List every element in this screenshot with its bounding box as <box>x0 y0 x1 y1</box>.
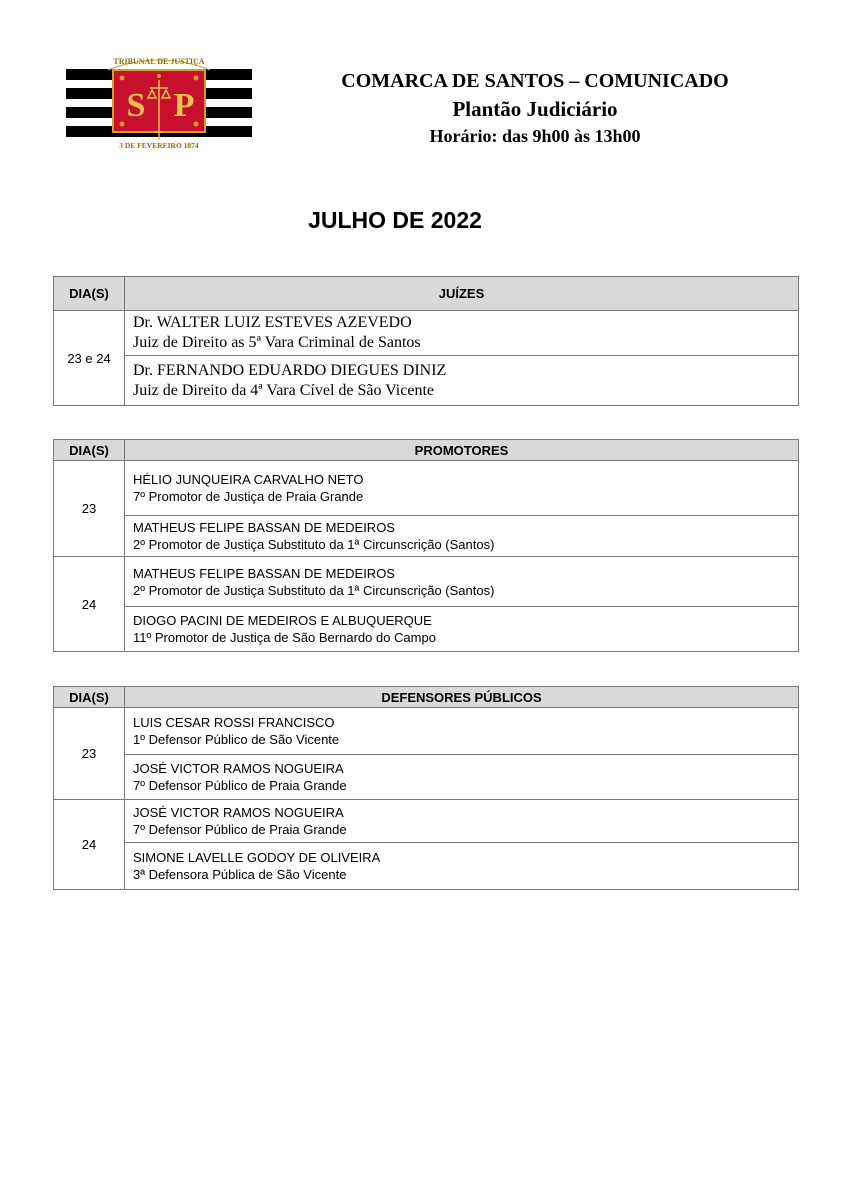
day-cell: 23 <box>54 708 125 800</box>
table-row <box>54 557 799 607</box>
person-name: MATHEUS FELIPE BASSAN DE MEDEIROS <box>133 565 395 581</box>
person-role: 11º Promotor de Justiça de São Bernardo do Campo <box>133 630 436 645</box>
public-defenders-table <box>53 686 799 890</box>
day-cell: 23 <box>54 461 125 557</box>
person-role: Juiz de Direito as 5ª Vara Criminal de Santos <box>133 334 421 351</box>
header <box>300 68 770 149</box>
logo-initial-s: S <box>126 87 146 124</box>
header-subtitle: Plantão Judiciário <box>452 97 618 121</box>
person-cell <box>125 311 799 356</box>
person-name: DIOGO PACINI DE MEDEIROS E ALBUQUERQUE <box>133 613 432 628</box>
person-role: 3ª Defensora Pública de São Vicente <box>133 867 347 882</box>
person-cell <box>125 755 799 800</box>
person-role: 2º Promotor de Justiça Substituto da 1ª Circunscrição (Santos) <box>133 582 495 598</box>
logo-bottom-text: 3 DE FEVEREIRO 1874 <box>119 141 199 150</box>
table-row <box>54 607 799 652</box>
logo-initial-p: P <box>173 87 195 124</box>
table-row <box>54 843 799 890</box>
table-header-row <box>54 687 799 708</box>
court-coat-of-arms-logo <box>66 52 252 152</box>
column-header-defenders: DEFENSORES PÚBLICOS <box>125 687 799 708</box>
person-role: 2º Promotor de Justiça Substituto da 1ª Circunscrição (Santos) <box>133 537 495 552</box>
person-cell <box>125 516 799 557</box>
person-name: MATHEUS FELIPE BASSAN DE MEDEIROS <box>133 520 395 535</box>
judges-table <box>53 276 799 406</box>
header-title: COMARCA DE SANTOS – COMUNICADO <box>341 70 729 92</box>
person-role: 7º Promotor de Justiça de Praia Grande <box>133 489 364 504</box>
column-header-day: DIA(S) <box>54 687 125 708</box>
person-name: HÉLIO JUNQUEIRA CARVALHO NETO <box>133 472 364 487</box>
person-cell <box>125 557 799 607</box>
table-row <box>54 800 799 843</box>
header-schedule: Horário: das 9h00 às 13h00 <box>429 126 641 146</box>
person-cell <box>125 461 799 516</box>
column-header-prosecutors: PROMOTORES <box>125 440 799 461</box>
table-row <box>54 356 799 406</box>
day-cell: 24 <box>54 557 125 652</box>
table-header-row <box>54 440 799 461</box>
person-name: JOSÉ VICTOR RAMOS NOGUEIRA <box>133 761 344 776</box>
person-role: 1º Defensor Público de São Vicente <box>133 732 340 747</box>
person-cell <box>125 708 799 755</box>
person-role: Juiz de Direito da 4ª Vara Cível de São Vicente <box>133 381 434 399</box>
logo-top-text: TRIBUNAL DE JUSTIÇA <box>113 57 205 66</box>
page-title: JULHO DE 2022 <box>308 207 482 233</box>
table-header-row <box>54 277 799 311</box>
person-role: 7º Defensor Público de Praia Grande <box>133 822 347 837</box>
day-cell: 23 e 24 <box>54 311 125 406</box>
person-name: Dr. FERNANDO EDUARDO DIEGUES DINIZ <box>133 361 447 379</box>
column-header-judges: JUÍZES <box>125 277 799 311</box>
day-cell: 24 <box>54 800 125 890</box>
person-cell <box>125 607 799 652</box>
table-row <box>54 516 799 557</box>
person-cell <box>125 843 799 890</box>
person-name: Dr. WALTER LUIZ ESTEVES AZEVEDO <box>133 314 412 331</box>
column-header-day: DIA(S) <box>54 277 125 311</box>
table-row <box>54 311 799 356</box>
column-header-day: DIA(S) <box>54 440 125 461</box>
person-name: LUIS CESAR ROSSI FRANCISCO <box>133 715 335 730</box>
person-name: JOSÉ VICTOR RAMOS NOGUEIRA <box>133 805 344 820</box>
person-cell <box>125 800 799 843</box>
table-row <box>54 708 799 755</box>
person-cell <box>125 356 799 406</box>
prosecutors-table <box>53 439 799 652</box>
person-name: SIMONE LAVELLE GODOY DE OLIVEIRA <box>133 850 381 865</box>
table-row <box>54 755 799 800</box>
table-row <box>54 461 799 516</box>
person-role: 7º Defensor Público de Praia Grande <box>133 778 347 793</box>
